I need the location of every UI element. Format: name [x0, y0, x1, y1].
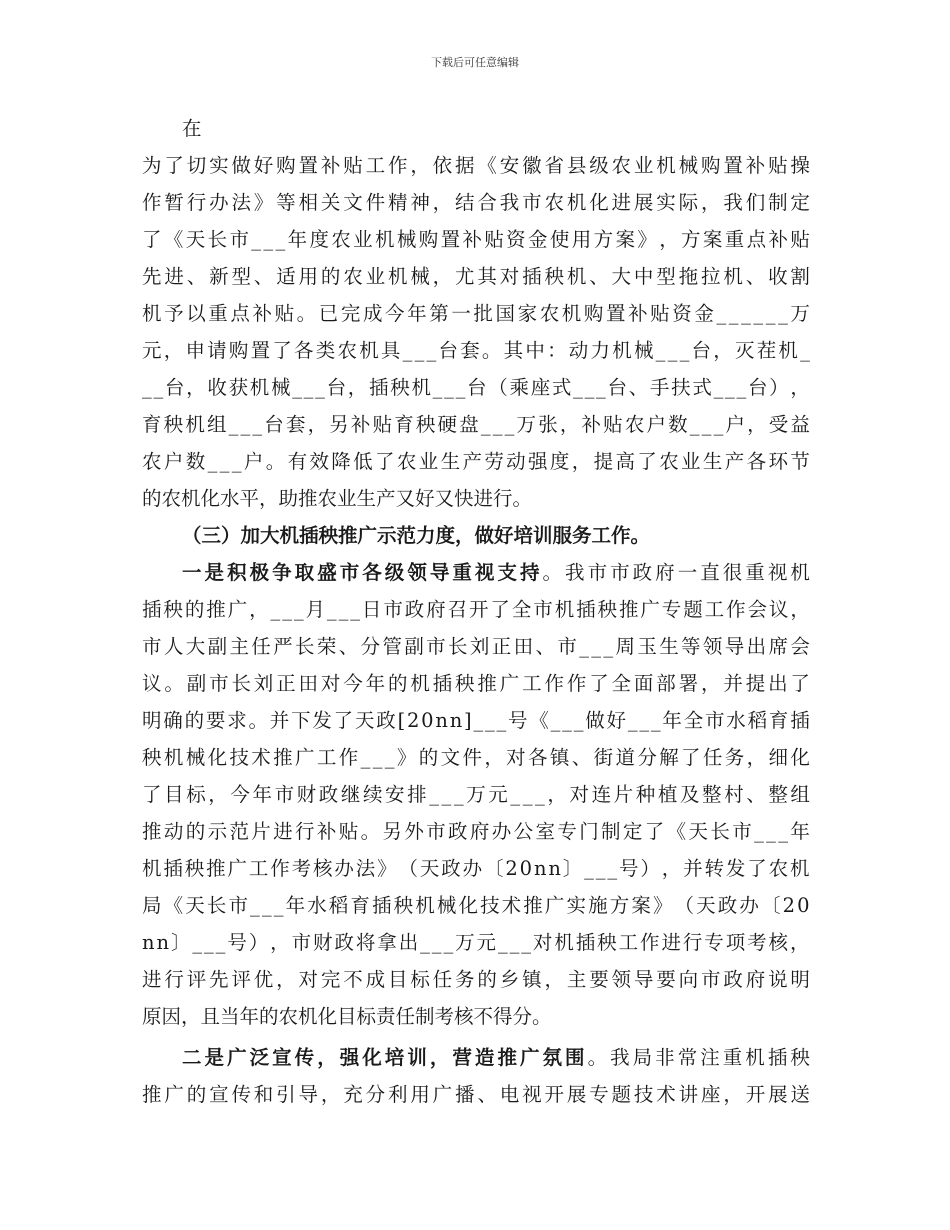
paragraph-1-line: 为 了 切 实 做 好 购 置 补 贴 工 作 ， 依 据 《 安 徽 省 县 级 农 业 机 械 购 置 补 贴 操 [142, 154, 810, 177]
paragraph-2-line: 推 动 的 示 范 片 进 行 补 贴 。 另 外 市 政 府 办 公 室 专 门 制 定 了 《 天 长 市 _ _ _ 年 [142, 820, 810, 843]
paragraph-1-line: 先 进 、 新 型 、 适 用 的 农 业 机 械 ， 尤 其 对 插 秧 机 、 大 中 型 拖 拉 机 、 收 割 [142, 265, 810, 288]
paragraph-1-line: 了 《 天 长 市 _ _ _ 年 度 农 业 机 械 购 置 补 贴 资 金 使 用 方 案 》 ， 方 案 重 点 补 贴 [142, 228, 810, 251]
paragraph-1-line: _ _ 台 ， 收 获 机 械 _ _ _ 台 ， 插 秧 机 _ _ _ 台 （ 乘 座 式 _ _ _ 台 、 手 扶 式 _ _ _ 台 ） ， [142, 376, 810, 399]
paragraph-2-line: 了 目 标 ， 今 年 市 财 政 继 续 安 排 _ _ _ 万 元 _ _ _ ， 对 连 片 种 植 及 整 村 、 整 组 [142, 783, 810, 806]
paragraph-2-line: 明 确 的 要 求 。 并 下 发 了 天 政 [ 2 0 n n ] _ _ _ 号 《 _ _ _ 做 好 _ _ _ 年 全 市 水 稻 育 插 [142, 709, 810, 732]
paragraph-2-line: 秧 机 械 化 技 术 推 广 工 作 _ _ _ 》 的 文 件 ， 对 各 镇 、 街 道 分 解 了 任 务 ， 细 化 [142, 746, 810, 769]
paragraph-1-line: 的农机化水平，助推农业生产又好又快进行。 [142, 487, 533, 510]
paragraph-1-line: 作 暂 行 办 法 》 等 相 关 文 件 精 神 ， 结 合 我 市 农 机 化 进 展 实 际 ， 我 们 制 定 [142, 191, 810, 214]
paragraph-3-first-line: 二 是 广 泛 宣 传 ， 强 化 培 训 ， 营 造 推 广 氛 围 。 我 局 非 常 注 重 机 插 秧 [182, 1046, 810, 1069]
paragraph-1-line: 育 秧 机 组 _ _ _ 台 套 ， 另 补 贴 育 秧 硬 盘 _ _ _ 万 张 ， 补 贴 农 户 数 _ _ _ 户 ， 受 益 [142, 413, 810, 436]
paragraph-2-line: 进 行 评 先 评 优 ， 对 完 不 成 目 标 任 务 的 乡 镇 ， 主 要 领 导 要 向 市 政 府 说 明 [142, 968, 810, 991]
section-heading: （三）加大机插秧推广示范力度，做好培训服务工作。 [182, 524, 651, 547]
paragraph-2-first-line: 一 是 积 极 争 取 盛 市 各 级 领 导 重 视 支 持 。 我 市 市 政 府 一 直 很 重 视 机 [182, 561, 810, 584]
paragraph-2-line: 机 插 秧 推 广 工 作 考 核 办 法 》 （ 天 政 办 〔 2 0 n n 〕 _ _ _ 号 ） ， 并 转 发 了 农 机 [142, 857, 810, 880]
paragraph-2-line: 议 。 副 市 长 刘 正 田 对 今 年 的 机 插 秧 推 广 工 作 作 了 全 面 部 署 ， 并 提 出 了 [142, 672, 810, 695]
paragraph-3-line: 推 广 的 宣 传 和 引 导 ， 充 分 利 用 广 播 、 电 视 开 展 专 题 技 术 讲 座 ， 开 展 送 [142, 1083, 810, 1106]
paragraph-1-line: 机 予 以 重 点 补 贴 。 已 完 成 今 年 第 一 批 国 家 农 机 购 置 补 贴 资 金 _ _ _ _ _ _ 万 [142, 302, 810, 325]
document-body [142, 110, 810, 1113]
paragraph-2-line: 局 《 天 长 市 _ _ _ 年 水 稻 育 插 秧 机 械 化 技 术 推 广 实 施 方 案 》 （ 天 政 办 〔 2 0 [142, 894, 810, 917]
paragraph-2-line: 插 秧 的 推 广 ， _ _ _ 月 _ _ _ 日 市 政 府 召 开 了 全 市 机 插 秧 推 广 专 题 工 作 会 议 ， [142, 598, 810, 621]
paragraph-1-line: 在 [182, 117, 202, 140]
paragraph-2-line: 市 人 大 副 主 任 严 长 荣 、 分 管 副 市 长 刘 正 田 、 市 _ _ _ 周 玉 生 等 领 导 出 席 会 [142, 635, 810, 658]
paragraph-1-line: 农 户 数 _ _ _ 户 。 有 效 降 低 了 农 业 生 产 劳 动 强 度 ， 提 高 了 农 业 生 产 各 环 节 [142, 450, 810, 473]
header-note: 下载后可任意编辑 [431, 56, 519, 69]
paragraph-2-line: 原因，且当年的农机化目标责任制考核不得分。 [142, 1005, 552, 1028]
paragraph-2-line: n n 〕 _ _ _ 号 ） ， 市 财 政 将 拿 出 _ _ _ 万 元 _ _ _ 对 机 插 秧 工 作 进 行 专 项 考 核 ， [142, 931, 810, 954]
paragraph-1-line: 元 ， 申 请 购 置 了 各 类 农 机 具 _ _ _ 台 套 。 其 中 ： 动 力 机 械 _ _ _ 台 ， 灭 茬 机 _ [142, 339, 810, 362]
